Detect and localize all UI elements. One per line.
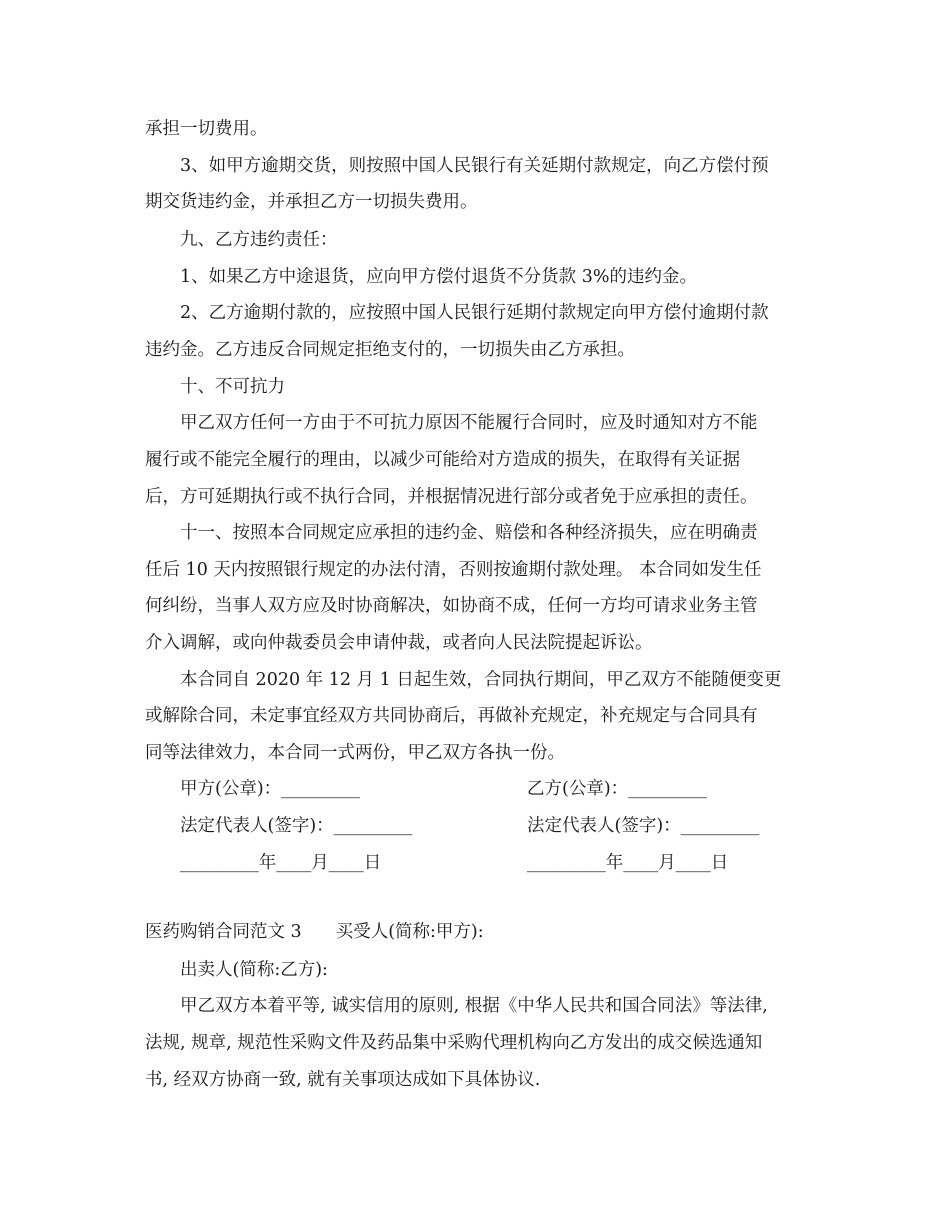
party-a-seal: 甲方(公章)：_________ [180, 779, 360, 799]
section-title: 医药购销合同范文 3 [145, 922, 302, 942]
text-line: 履行或不能完全履行的理由，以减少可能给对方造成的损失，在取得有关证据 [145, 450, 740, 470]
text-line: 违约金。乙方违反合同规定拒绝支付的，一切损失由乙方承担。 [145, 340, 635, 360]
text-line: 期交货违约金，并承担乙方一切损失费用。 [145, 192, 478, 212]
section-title-line [145, 920, 484, 944]
party-a-date: _________年____月____日 [180, 853, 382, 873]
text-line: 法规, 规章, 规范性采购文件及药品集中采购代理机构向乙方发出的成交候选通知 [145, 1033, 763, 1053]
party-b-date: _________年____月____日 [527, 853, 729, 873]
text-line: 甲乙双方任何一方由于不可抗力原因不能履行合同时，应及时通知对方不能 [180, 413, 758, 433]
text-line: 本合同自 2020 年 12 月 1 日起生效，合同执行期间，甲乙双方不能随便变更 [180, 670, 782, 690]
party-b-seal: 乙方(公章)：_________ [527, 779, 707, 799]
text-line: 承担一切费用。 [145, 119, 268, 139]
section-heading: 十、不可抗力 [180, 377, 285, 397]
text-line: 1、如果乙方中途退货，应向甲方偿付退货不分货款 3%的违约金。 [180, 267, 697, 287]
text-line: 3、如甲方逾期交货，则按照中国人民银行有关延期付款规定，向乙方偿付预 [180, 156, 769, 176]
text-line: 何纠纷，当事人双方应及时协商解决，如协商不成，任何一方均可请求业务主管 [145, 596, 758, 616]
party-a-representative: 法定代表人(签字)：_________ [180, 816, 413, 836]
text-line: 2、乙方逾期付款的，应按照中国人民银行延期付款规定向甲方偿付逾期付款 [180, 303, 769, 323]
text-line: 书, 经双方协商一致, 就有关事项达成如下具体协议. [145, 1070, 541, 1090]
text-line: 后，方可延期执行或不执行合同，并根据情况进行部分或者免于应承担的责任。 [145, 487, 758, 507]
text-line: 同等法律效力，本合同一式两份，甲乙双方各执一份。 [145, 743, 565, 763]
section-heading: 九、乙方违约责任： [180, 230, 338, 250]
text-line: 介入调解，或向仲裁委员会申请仲裁，或者向人民法院提起诉讼。 [145, 633, 653, 653]
text-line: 或解除合同，未定事宜经双方共同协商后，再做补充规定，补充规定与合同具有 [145, 706, 758, 726]
party-b-representative: 法定代表人(签字)：_________ [527, 816, 760, 836]
seller-label: 出卖人(简称:乙方): [180, 960, 328, 980]
buyer-label: 买受人(简称:甲方): [335, 922, 484, 942]
text-line: 任后 10 天内按照银行规定的办法付清，否则按逾期付款处理。 本合同如发生任 [145, 560, 762, 580]
text-line: 十一、按照本合同规定应承担的违约金、赔偿和各种经济损失，应在明确责 [180, 523, 758, 543]
text-line: 甲乙双方本着平等, 诚实信用的原则, 根据《中华人民共和国合同法》等法律, [180, 996, 768, 1016]
